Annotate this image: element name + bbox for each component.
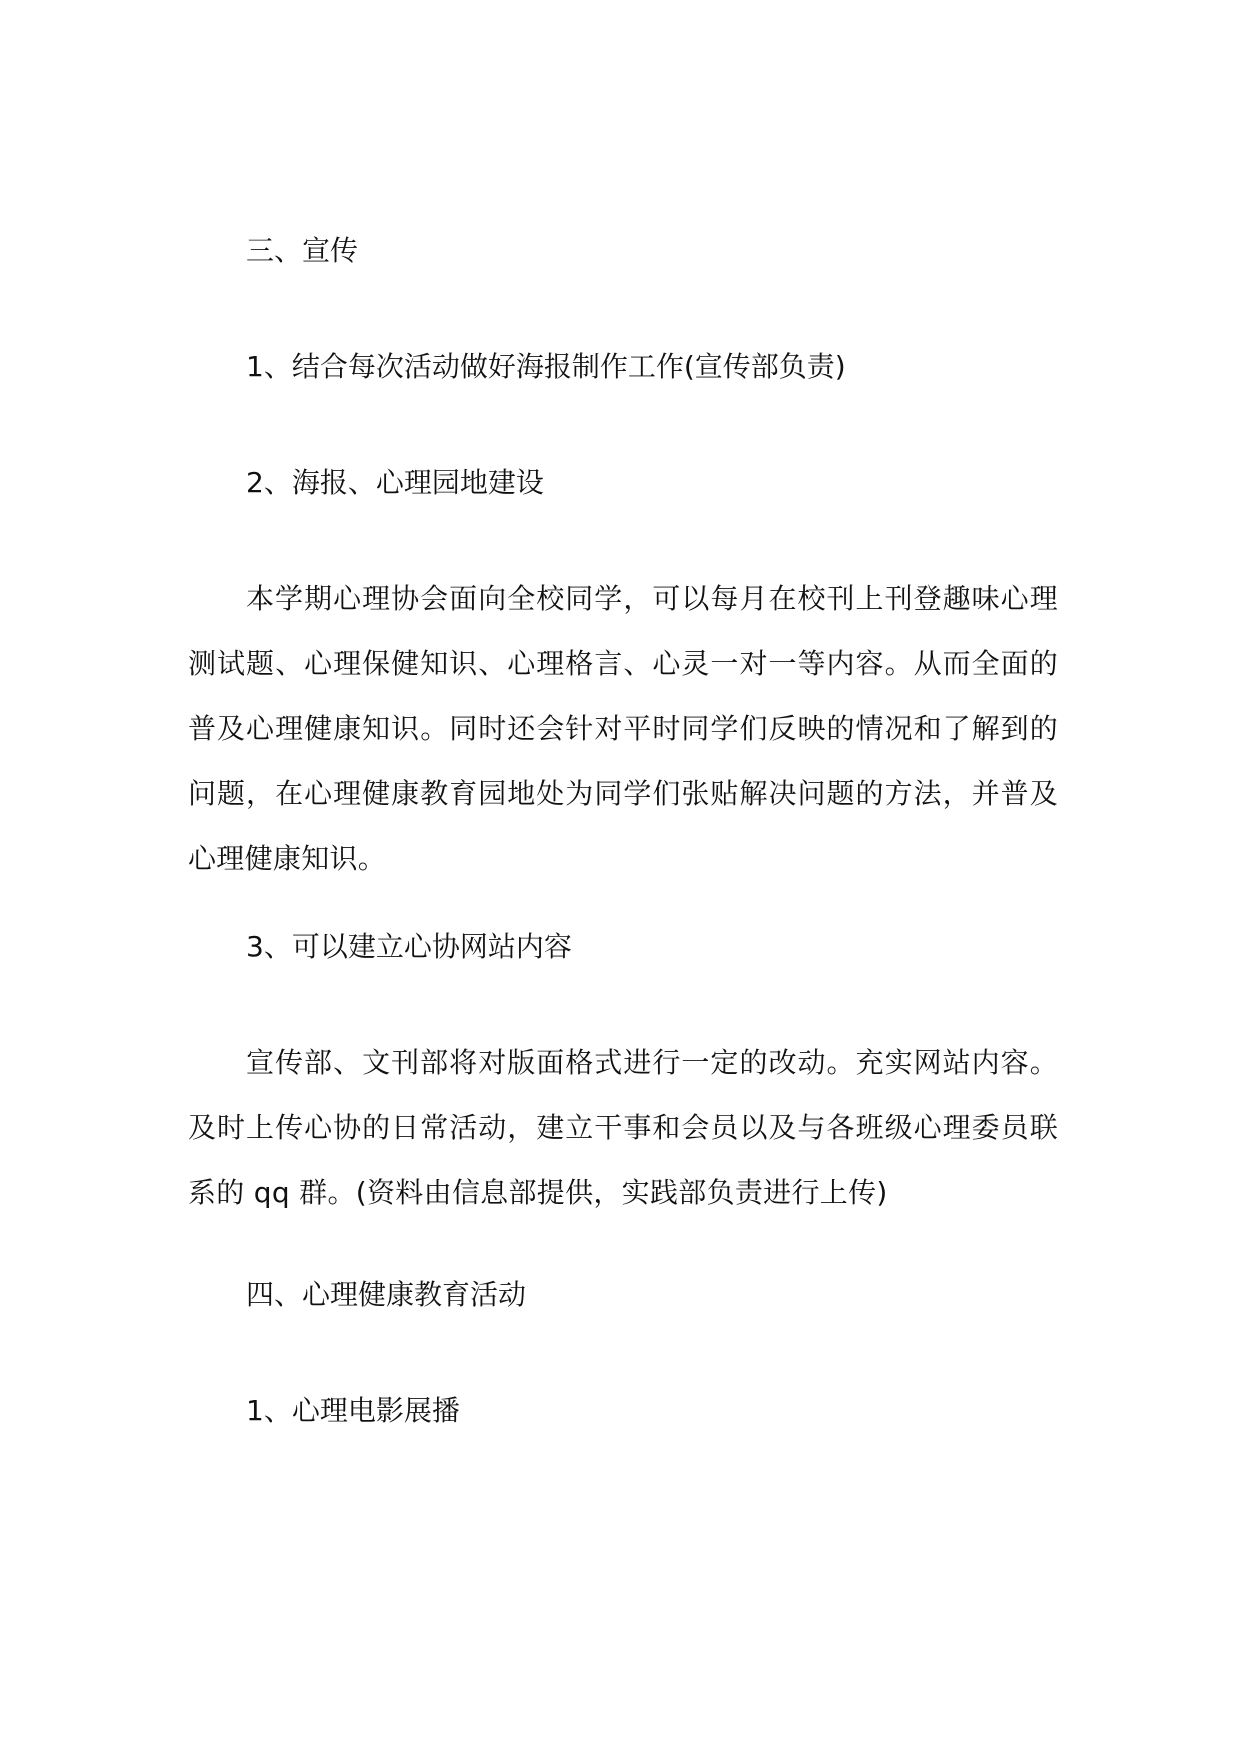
list-item-website: 3、可以建立心协网站内容 (246, 930, 572, 963)
paragraph-website-content: 宣传部、文刊部将对版面格式进行一定的改动。充实网站内容。及时上传心协的日常活动，建立干事和会员以及与各班级心理委员联系的 qq 群。(资料由信息部提供，实践部负责进行上传) (188, 1046, 1058, 1209)
paragraph-psychology-knowledge: 本学期心理协会面向全校同学，可以每月在校刊上刊登趣味心理测试题、心理保健知识、心理格言、心灵一对一等内容。从而全面的普及心理健康知识。同时还会针对平时同学们反映的情况和了解到的问题，在心理健康教育园地处为同学们张贴解决问题的方法，并普及心理健康知识。 (188, 582, 1058, 875)
list-item-poster-work: 1、结合每次活动做好海报制作工作(宣传部负责) (246, 350, 846, 383)
list-item-poster-garden: 2、海报、心理园地建设 (246, 466, 544, 499)
list-item-movie-screening: 1、心理电影展播 (246, 1394, 460, 1427)
section-heading-education-activities: 四、心理健康教育活动 (246, 1278, 527, 1311)
section-heading-publicity: 三、宣传 (246, 234, 359, 267)
